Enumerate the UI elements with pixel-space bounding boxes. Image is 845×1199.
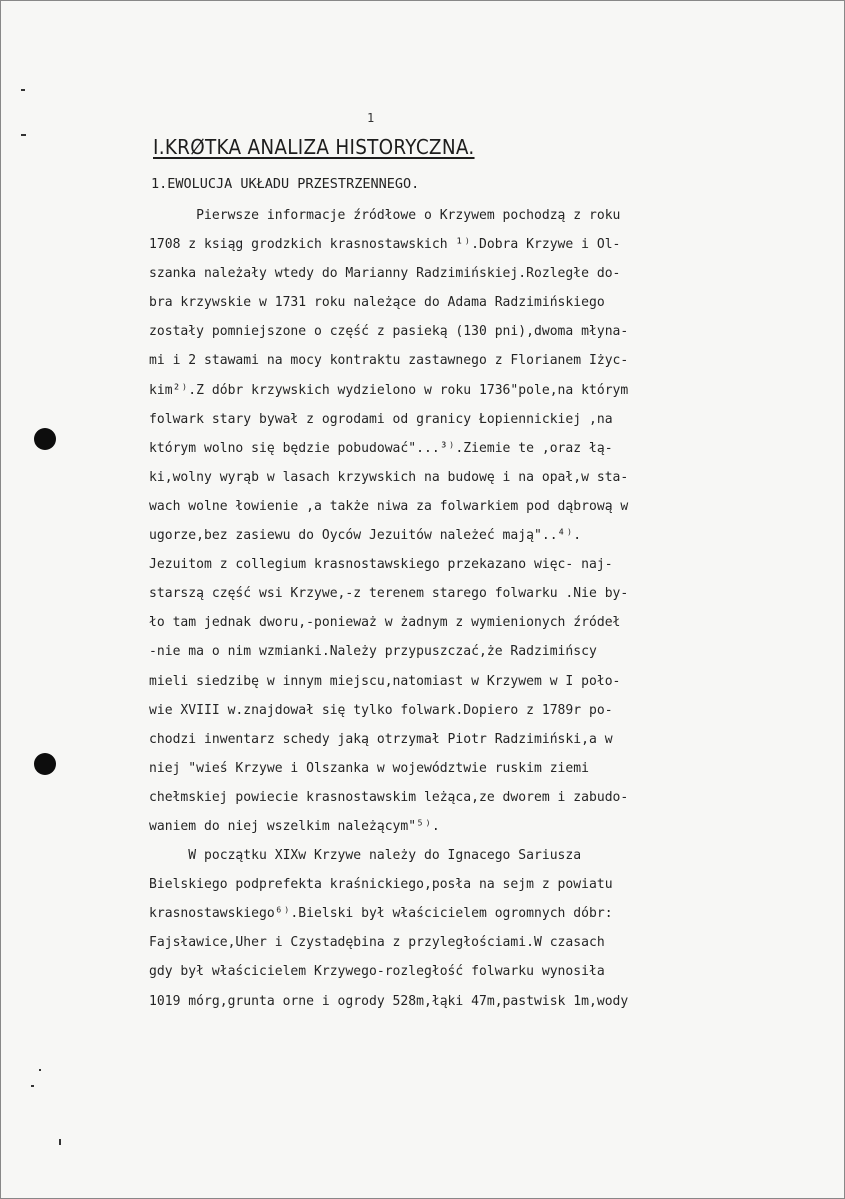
body-text: [149, 201, 789, 1016]
text-line: chełmskiej powiecie krasnostawskim leżąca,ze dworem i zabudo-: [149, 788, 629, 805]
text-line: waniem do niej wszelkim należącym"⁵⁾.: [149, 817, 440, 834]
text-line: Bielskiego podprefekta kraśnickiego,posła na sejm z powiatu: [149, 876, 613, 893]
text-line: chodzi inwentarz schedy jaką otrzymał Piotr Radzimiński,a w: [149, 730, 613, 747]
text-line: Pierwsze informacje źródłowe o Krzywem pochodzą z roku: [149, 207, 621, 223]
chapter-heading: I.KRØTKA ANALIZA HISTORYCZNA.: [153, 135, 475, 159]
text-line: 1019 mórg,grunta orne i ogrody 528m,łąki 47m,pastwisk 1m,wody: [149, 992, 629, 1009]
text-line: niej "wieś Krzywe i Olszanka w województwie ruskim ziemi: [149, 759, 589, 776]
text-line: mi i 2 stawami na mocy kontraktu zastawnego z Florianem Iżyc-: [149, 352, 629, 369]
scan-speck: [31, 1085, 34, 1087]
text-line: Jezuitom z collegium krasnostawskiego przekazano więc- naj-: [149, 556, 613, 573]
scan-speck: [21, 89, 25, 91]
text-line: W początku XIXw Krzywe należy do Ignacego Sariusza: [149, 847, 582, 864]
scan-speck: [59, 1139, 61, 1145]
text-line: wach wolne łowienie ,a także niwa za folwarkiem pod dąbrową w: [149, 497, 629, 514]
text-line: którym wolno się będzie pobudować"...³⁾.Ziemie te ,oraz łą-: [149, 439, 613, 456]
text-line: gdy był właścicielem Krzywego-rozległość folwarku wynosiła: [149, 963, 605, 980]
scan-speck: [39, 1069, 41, 1071]
text-line: krasnostawskiego⁶⁾.Bielski był właścicielem ogromnych dóbr:: [149, 905, 613, 922]
text-line: bra krzywskie w 1731 roku należące do Adama Radzimińskiego: [149, 294, 605, 311]
text-line: ki,wolny wyrąb w lasach krzywskich na budowę i na opał,w sta-: [149, 468, 629, 485]
text-line: wie XVIII w.znajdował się tylko folwark.Dopiero z 1789r po-: [149, 701, 613, 718]
punch-hole-bottom: [34, 753, 56, 775]
text-line: -nie ma o nim wzmianki.Należy przypuszczać,że Radzimińscy: [149, 643, 597, 660]
text-line: 1708 z ksiąg grodzkich krasnostawskich ¹⁾.Dobra Krzywe i Ol-: [149, 236, 621, 253]
page-number: 1: [367, 111, 375, 125]
text-line: starszą część wsi Krzywe,-z terenem starego folwarku .Nie by-: [149, 585, 629, 602]
text-line: mieli siedzibę w innym miejscu,natomiast w Krzywem w I poło-: [149, 672, 621, 689]
text-line: folwark stary bywał z ogrodami od granicy Łopiennickiej ,na: [149, 410, 613, 427]
scan-speck: [21, 134, 26, 136]
text-line: kim²⁾.Z dóbr krzywskich wydzielono w roku 1736"pole,na którym: [149, 381, 629, 398]
text-line: zostały pomniejszone o część z pasieką (130 pni),dwoma młyna-: [149, 323, 629, 340]
text-line: Fajsławice,Uher i Czystadębina z przyległościami.W czasach: [149, 934, 605, 951]
section-heading: 1.EWOLUCJA UKŁADU PRZESTRZENNEGO.: [151, 176, 420, 192]
text-line: ugorze,bez zasiewu do Oyców Jezuitów należeć mają"..⁴⁾.: [149, 527, 582, 544]
text-line: szanka należały wtedy do Marianny Radzimińskiej.Rozległe do-: [149, 265, 621, 282]
text-line: ło tam jednak dworu,-ponieważ w żadnym z wymienionych źródeł: [149, 614, 621, 631]
punch-hole-top: [34, 428, 56, 450]
